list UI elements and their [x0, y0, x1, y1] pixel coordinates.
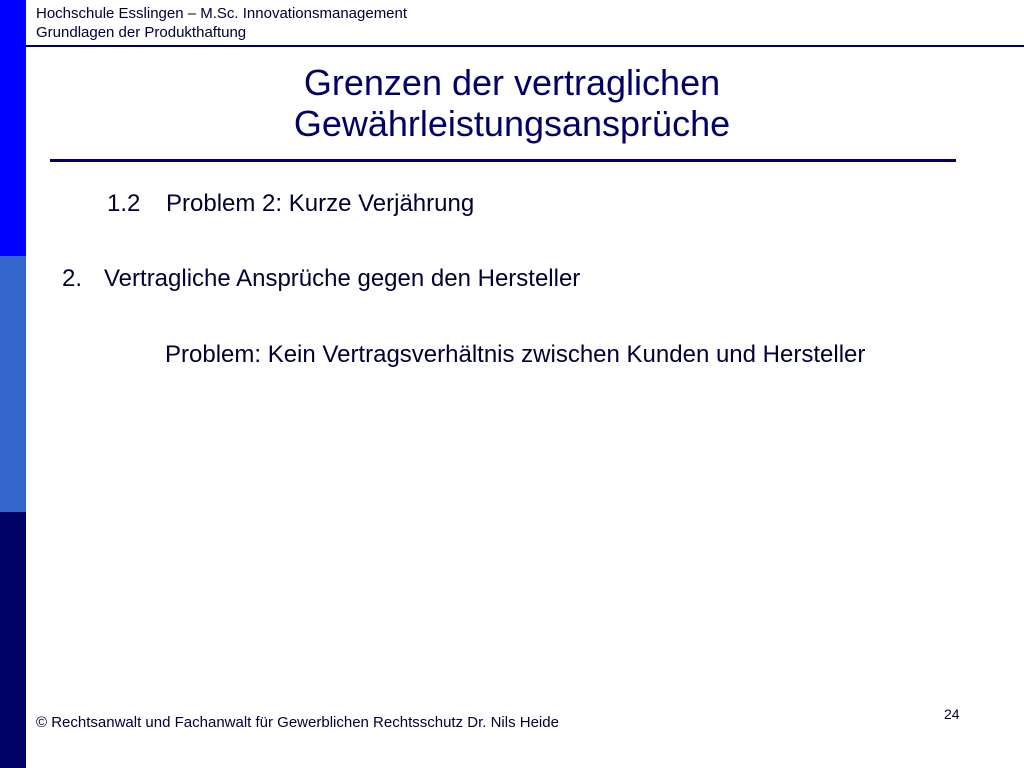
- title-line-1: Grenzen der vertraglichen: [303, 62, 721, 103]
- slide-title: [40, 62, 984, 144]
- left-color-bar: [0, 0, 26, 768]
- bar-segment-bottom: [0, 512, 26, 768]
- list-item-text: Problem 2: Kurze Verjährung: [166, 190, 475, 217]
- title-line-2: Gewährleistungsansprüche: [293, 103, 731, 144]
- header-line-course: Grundlagen der Produkthaftung: [36, 24, 247, 41]
- footer-copyright: © Rechtsanwalt und Fachanwalt für Gewerblichen Rechtsschutz Dr. Nils Heide: [36, 714, 559, 731]
- list-item-text: Vertragliche Ansprüche gegen den Hersteller: [104, 265, 581, 292]
- list-item-number: 2.: [62, 265, 83, 292]
- bar-segment-top: [0, 0, 26, 256]
- bar-segment-middle: [0, 256, 26, 512]
- header-divider: [26, 45, 1024, 47]
- list-item: [62, 264, 862, 294]
- title-divider: [50, 159, 956, 162]
- problem-statement: Problem: Kein Vertragsverhältnis zwischen Kunden und Hersteller: [165, 341, 866, 368]
- header-line-institution: Hochschule Esslingen – M.Sc. Innovationsmanagement: [36, 5, 408, 22]
- list-item: [107, 189, 707, 219]
- page-number: 24: [944, 706, 960, 722]
- slide-header: [36, 4, 407, 42]
- list-item-number: 1.2: [107, 190, 141, 217]
